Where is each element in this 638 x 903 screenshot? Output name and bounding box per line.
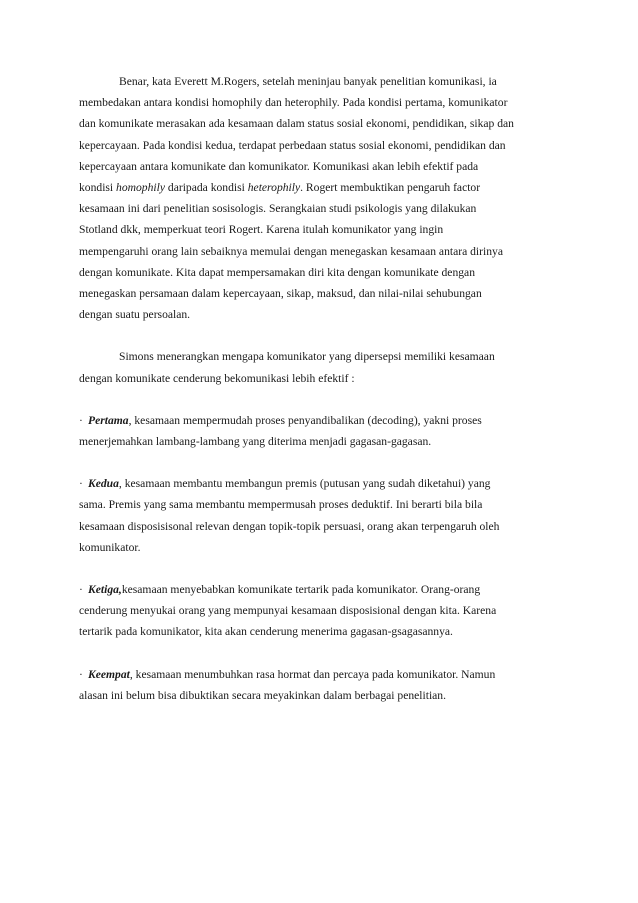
bullet-dot: · bbox=[79, 477, 83, 491]
text-line: kepercayaan. Pada kondisi kedua, terdapat perbedaan status sosial ekonomi, pendidikan dan bbox=[79, 138, 506, 152]
text-line bbox=[79, 579, 561, 600]
bullet-dot: · bbox=[79, 413, 83, 427]
text-line: dengan komunikate. Kita dapat mempersamakan diri kita dengan komunikate dengan bbox=[79, 265, 475, 279]
text-line: sama. Premis yang sama membantu mempermusah proses deduktif. Ini berarti bila bila bbox=[79, 498, 483, 512]
text-line: menerjemahkan lambang-lambang yang diterima menjadi gagasan-gagasan. bbox=[79, 435, 432, 449]
text-line bbox=[79, 473, 561, 494]
text-fragment: . Rogert membuktikan pengaruh factor bbox=[300, 181, 481, 195]
list-item-kedua bbox=[79, 473, 561, 558]
list-item-ketiga bbox=[79, 579, 561, 643]
term-homophily: homophily bbox=[116, 181, 165, 195]
document-page bbox=[79, 71, 561, 706]
text-line: Simons menerangkan mengapa komunikator yang dipersepsi memiliki kesamaan bbox=[119, 350, 495, 364]
paragraph-rogers bbox=[79, 71, 561, 325]
text-fragment: kondisi bbox=[79, 181, 117, 195]
term-kedua: Kedua bbox=[88, 477, 119, 491]
list-item-keempat bbox=[79, 664, 561, 706]
term-pertama: Pertama bbox=[88, 413, 129, 427]
text-line: dan komunikate merasakan ada kesamaan dalam status sosial ekonomi, pendidikan, sikap dan bbox=[79, 117, 514, 131]
text-line bbox=[79, 177, 561, 198]
text-line: dengan komunikate cenderung bekomunikasi lebih efektif : bbox=[79, 371, 355, 385]
term-heterophily: heterophily bbox=[247, 181, 301, 195]
text-line bbox=[79, 664, 561, 685]
term-keempat: Keempat bbox=[88, 667, 130, 681]
text-line: alasan ini belum bisa dibuktikan secara meyakinkan dalam berbagai penelitian. bbox=[79, 688, 447, 702]
bullet-dot: · bbox=[79, 667, 83, 681]
text-line: Stotland dkk, memperkuat teori Rogert. Karena itulah komunikator yang ingin bbox=[79, 223, 444, 237]
text-line: mempengaruhi orang lain sebaiknya memulai dengan menegaskan kesamaan antara dirinya bbox=[79, 244, 503, 258]
text-fragment: kesamaan menyebabkan komunikate tertarik pada komunikator. Orang-orang bbox=[121, 583, 481, 597]
bullet-dot: · bbox=[79, 583, 83, 597]
text-fragment: daripada kondisi bbox=[165, 181, 248, 195]
text-line: cenderung menyukai orang yang mempunyai kesamaan disposisional dengan kita. Karena bbox=[79, 604, 497, 618]
text-fragment: , kesamaan mempermudah proses penyandibalikan (decoding), yakni proses bbox=[128, 413, 482, 427]
text-line: kesamaan ini dari penelitian sosisologis. Serangkaian studi psikologis yang dilakukan bbox=[79, 202, 477, 216]
text-fragment: , kesamaan menumbuhkan rasa hormat dan percaya pada komunikator. Namun bbox=[129, 667, 496, 681]
text-fragment: , kesamaan membantu membangun premis (putusan yang sudah diketahui) yang bbox=[118, 477, 491, 491]
text-line bbox=[79, 410, 561, 431]
text-line: tertarik pada komunikator, kita akan cenderung menerima gagasan-gsagasannya. bbox=[79, 625, 453, 639]
term-ketiga: Ketiga, bbox=[88, 583, 122, 597]
list-item-pertama bbox=[79, 410, 561, 452]
text-line: menegaskan persamaan dalam kepercayaan, sikap, maksud, dan nilai-nilai sehubungan bbox=[79, 287, 482, 301]
text-line: membedakan antara kondisi homophily dan heterophily. Pada kondisi pertama, komunikator bbox=[79, 96, 508, 110]
text-line: kesamaan disposisisonal relevan dengan topik-topik persuasi, orang akan terpengaruh oleh bbox=[79, 519, 500, 533]
text-line: komunikator. bbox=[79, 540, 141, 554]
paragraph-simons bbox=[79, 346, 561, 388]
text-line: Benar, kata Everett M.Rogers, setelah meninjau banyak penelitian komunikasi, ia bbox=[119, 75, 497, 88]
text-line: dengan suatu persoalan. bbox=[79, 308, 191, 322]
text-line: kepercayaan antara komunikate dan komunikator. Komunikasi akan lebih efektif pada bbox=[79, 159, 479, 173]
